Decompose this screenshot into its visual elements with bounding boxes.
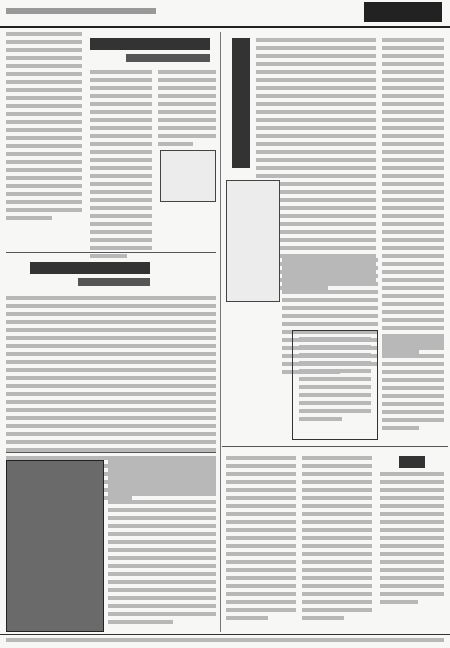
main-article-col2 <box>158 70 216 150</box>
second-headline-block <box>30 262 190 290</box>
footer <box>0 634 450 647</box>
main-headline-block <box>90 38 210 66</box>
left-column-article <box>6 32 82 224</box>
photo <box>6 460 104 632</box>
literary-illustration <box>226 180 280 302</box>
newspaper-logo <box>364 2 442 22</box>
masthead <box>0 0 450 28</box>
boxed-poem <box>292 330 378 440</box>
main-article-col1 <box>90 70 152 262</box>
vertical-headline <box>232 38 250 168</box>
bottom-middle-article <box>108 460 216 628</box>
bottom-right-article-col2 <box>302 456 372 624</box>
right-column-far <box>382 38 444 358</box>
second-subheadline <box>78 278 150 286</box>
dog-illustration <box>160 150 216 202</box>
second-headline <box>30 262 150 274</box>
main-subheadline <box>126 54 210 62</box>
main-headline <box>90 38 210 50</box>
date-line <box>6 8 156 14</box>
right-column-poem <box>382 338 444 434</box>
bottom-right-article-col3 <box>380 456 444 608</box>
bottom-right-article-col1 <box>226 456 296 624</box>
